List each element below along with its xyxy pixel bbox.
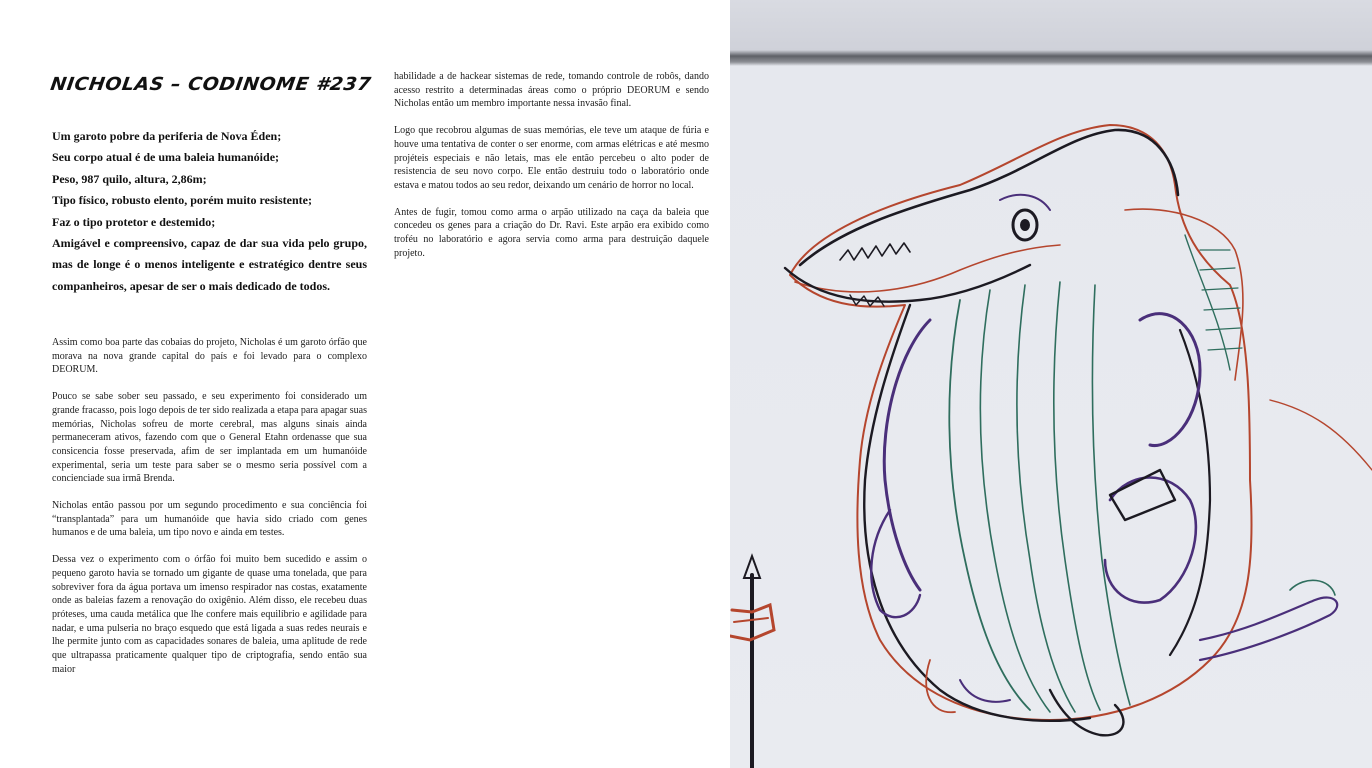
fact-item: Um garoto pobre da periferia de Nova Éden;: [52, 129, 282, 143]
paragraph: habilidade a de hackear sistemas de rede, tomando controle de robôs, dando acesso restrito a determinadas áreas como o próprio DEORUM e sendo Nicholas então um membro importante nessa invasão final.: [394, 71, 709, 110]
body-sketch: [785, 125, 1372, 735]
paragraph: Logo que recobrou algumas de suas memórias, ele teve um ataque de fúria e houve uma tentativa de conter o ser enorme, com armas elétricas e até mesmo projéteis especiais e não letais, mas ele então percebeu o alto poder de resistencia de seu novo corpo. Ele então destruiu todo o laboratório onde estava e matou todos ao seu redor, deixando um cenário de horror no local.: [394, 125, 709, 191]
page-title: NICHOLAS – CODINOME #237: [49, 74, 373, 95]
fact-item: Tipo físico, robusto elento, porém muito resistente;: [52, 193, 312, 208]
sketch-page: [730, 0, 1372, 768]
text-column-right: [394, 70, 709, 273]
paragraph: Dessa vez o experimento com o órfão foi muito bem sucedido e assim o pequeno garoto havia se tornado um gigante de quase uma tonelada, que para sobreviver fora da água portava um imenso respirador nas costas, exatamente onde as baleias fazem a renovação do oxigênio. Além disso, ele recebeu duas próteses, uma cauda metálica que lhe confere mais equilíbrio e agilidade para nadar, e uma pulseria no braço esquedo que está ligada a suas redes neurais e lhe permite junto com as capacidades sonares de baleia, uma aplitude de rede que ultrapassa praticamente qualquer tipo de criptografia, sendo então sua maior: [52, 554, 367, 675]
paragraph: Pouco se sabe sober seu passado, e seu experimento foi considerado um grande fracasso, pois logo depois de ter sido realizada a etapa para apagar suas memórias, Nicholas sofreu de morte cerebral, mas alguns sinais ainda permaneceram ativos, fazendo com que o General Etahn ordenasse que sua consicencia fosse preservada, afim de ser implantada em um humanóide experimental, seria um teste para saber se o mesmo seria possível com a concienciade sua irmã Brenda.: [52, 391, 367, 485]
paragraph: Nicholas então passou por um segundo procedimento e sua conciência foi “transplantada” para um humanóide que havia sido criado com genes humanos e de uma baleia, um tipo novo e ainda em testes.: [52, 500, 367, 539]
harpoon-sketch: [730, 556, 774, 768]
whale-humanoid-sketch: [730, 0, 1372, 768]
fact-item: Amigável e compreensivo, capaz de dar sua vida pelo grupo, mas de longe é o menos inteligente e estratégico dentre seus companheiros, apesar de ser o mais dedicado de todos.: [52, 236, 367, 293]
character-facts-list: [52, 126, 367, 297]
paragraph: Assim como boa parte das cobaias do projeto, Nicholas é um garoto órfão que morava na nova grande capital do país e foi levado para o complexo DEORUM.: [52, 337, 367, 376]
fact-item: Seu corpo atual é de uma baleia humanóide;: [52, 150, 280, 165]
text-column-left: [52, 336, 367, 689]
paragraph: Antes de fugir, tomou como arma o arpão utilizado na caça da baleia que concedeu os genes para a criação do Dr. Ravi. Este arpão era exibido como troféu no laboratório e agora servia como arma para destruição daquele projeto.: [394, 206, 709, 259]
fact-item: Peso, 987 quilo, altura, 2,86m;: [52, 171, 207, 186]
fact-item: Faz o tipo protetor e destemido;: [52, 214, 216, 229]
